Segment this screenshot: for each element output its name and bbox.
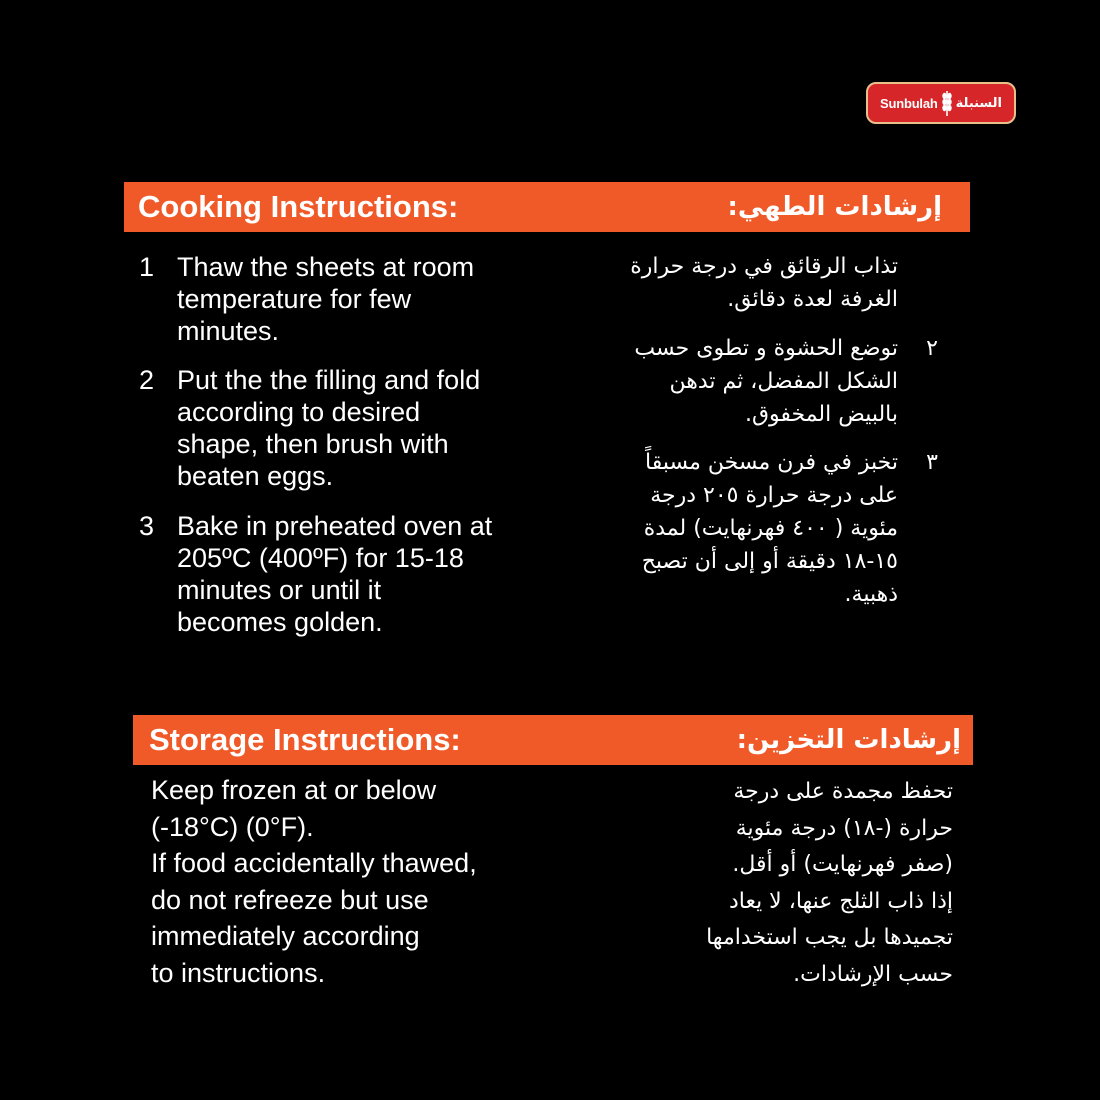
storage-line: immediately according bbox=[151, 921, 420, 951]
step-number: ٣ bbox=[926, 450, 938, 475]
step-line: تذاب الرقائق في درجة حرارة bbox=[630, 254, 898, 279]
step-text bbox=[634, 332, 898, 431]
storage-text-ar bbox=[533, 774, 953, 993]
step-text bbox=[177, 510, 492, 638]
cooking-step-ar-3 bbox=[548, 446, 938, 611]
step-line: becomes golden. bbox=[177, 607, 383, 637]
step-line: minutes. bbox=[177, 316, 280, 346]
logo-text-ar: السنبلة bbox=[955, 95, 1002, 111]
logo-text-en: Sunbulah bbox=[880, 95, 938, 111]
step-text bbox=[630, 250, 898, 316]
cooking-step-en-3 bbox=[139, 510, 559, 638]
cooking-instructions-header bbox=[124, 182, 970, 232]
storage-title-ar: إرشادات التخزين: bbox=[736, 725, 961, 755]
cooking-step-en-2 bbox=[139, 364, 559, 492]
cooking-title-en: Cooking Instructions: bbox=[138, 189, 459, 224]
step-line: Put the the filling and fold bbox=[177, 365, 481, 395]
step-line: shape, then brush with bbox=[177, 429, 449, 459]
step-text bbox=[177, 251, 474, 347]
storage-line: (صفر فهرنهايت) أو أقل. bbox=[732, 852, 953, 877]
storage-line: If food accidentally thawed, bbox=[151, 848, 477, 878]
step-number bbox=[898, 250, 938, 316]
storage-line: حسب الإرشادات. bbox=[793, 961, 953, 987]
storage-line: Keep frozen at or below bbox=[151, 775, 437, 805]
cooking-title-ar: إرشادات الطهي: bbox=[727, 192, 942, 222]
step-text bbox=[177, 364, 480, 492]
step-line: بالبيض المخفوق. bbox=[744, 402, 898, 427]
step-line: temperature for few bbox=[177, 284, 412, 314]
cooking-step-ar-1 bbox=[548, 250, 938, 316]
sunbulah-logo bbox=[866, 82, 1016, 124]
storage-line: تحفظ مجمدة على درجة bbox=[733, 779, 953, 804]
step-line: الشكل المفضل، ثم تدهن bbox=[669, 369, 898, 394]
storage-line: إذا ذاب الثلج عنها، لا يعاد bbox=[728, 888, 953, 914]
step-line: توضع الحشوة و تطوى حسب bbox=[634, 336, 898, 361]
storage-line: تجميدها بل يجب استخدامها bbox=[706, 925, 953, 950]
step-line: Bake in preheated oven at bbox=[177, 511, 493, 541]
step-number: 3 bbox=[139, 511, 155, 541]
step-line: Thaw the sheets at room bbox=[177, 252, 475, 282]
step-line: beaten eggs. bbox=[177, 461, 334, 491]
storage-text-en bbox=[151, 772, 571, 991]
storage-line: to instructions. bbox=[151, 957, 326, 988]
step-line: تخبز في فرن مسخن مسبقاً bbox=[645, 450, 898, 475]
step-line: ١٥-١٨ دقيقة أو إلى أن تصبح bbox=[641, 549, 898, 574]
step-line: according to desired bbox=[177, 397, 421, 427]
step-line: مئوية ( ٤٠٠ فهرنهايت) لمدة bbox=[643, 516, 898, 541]
cooking-step-en-1 bbox=[139, 251, 559, 347]
wheat-icon bbox=[941, 89, 953, 117]
storage-line: حرارة (-١٨) درجة مئوية bbox=[735, 815, 953, 841]
storage-line: do not refreeze but use bbox=[151, 884, 429, 915]
step-line: minutes or until it bbox=[177, 575, 382, 605]
step-number: ٢ bbox=[926, 336, 938, 361]
cooking-step-ar-2 bbox=[548, 332, 938, 431]
storage-instructions-header bbox=[133, 715, 973, 765]
step-line: على درجة حرارة ٢٠٥ درجة bbox=[650, 483, 898, 508]
storage-line: (-18°C) (0°F). bbox=[151, 811, 314, 842]
step-line: ذهبية. bbox=[844, 582, 898, 607]
step-line: الغرفة لعدة دقائق. bbox=[727, 287, 898, 312]
step-number: 2 bbox=[139, 365, 155, 395]
step-text bbox=[642, 446, 898, 611]
storage-title-en: Storage Instructions: bbox=[149, 722, 461, 757]
step-line: 205ºC (400ºF) for 15-18 bbox=[177, 543, 464, 573]
step-number: 1 bbox=[139, 252, 155, 282]
